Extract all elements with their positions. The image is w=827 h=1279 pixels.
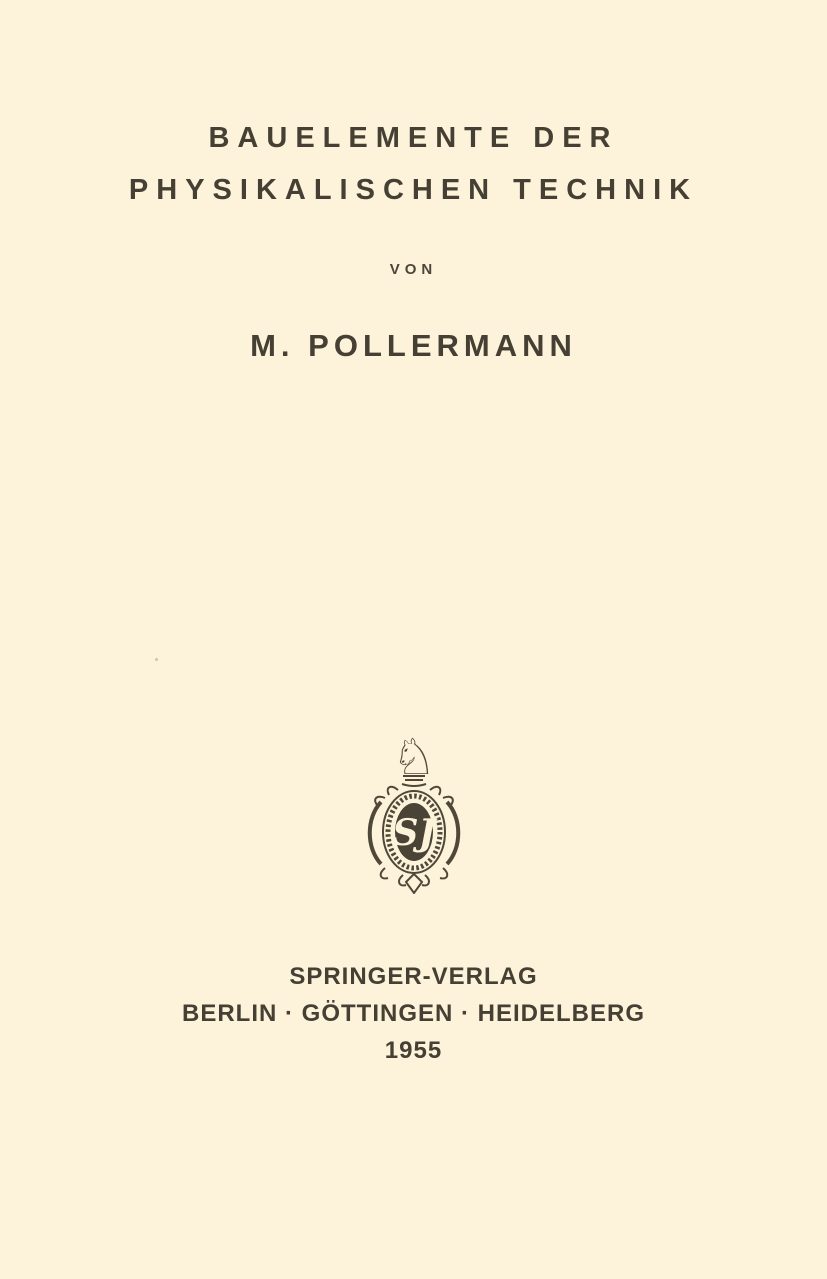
paper-speck <box>155 658 158 661</box>
springer-logo <box>358 724 470 894</box>
book-title-line-2: PHYSIKALISCHEN TECHNIK <box>128 174 699 206</box>
publisher-name: SPRINGER-VERLAG <box>289 963 538 990</box>
imprint-block <box>0 958 827 1069</box>
knight-icon: ♘ <box>391 728 436 786</box>
publisher-cities: BERLIN · GÖTTINGEN · HEIDELBERG <box>182 1000 645 1027</box>
book-title-line-1: BAUELEMENTE DER <box>208 122 619 154</box>
monogram-sj: SJ <box>391 812 436 854</box>
bottom-finial <box>399 874 429 893</box>
springer-emblem-svg <box>358 724 470 894</box>
author-name: M. POLLERMANN <box>250 328 577 363</box>
page-title <box>0 112 827 216</box>
cartouche-oval <box>383 791 445 873</box>
byline-von: VON <box>389 261 438 278</box>
publication-year: 1955 <box>384 1037 443 1064</box>
